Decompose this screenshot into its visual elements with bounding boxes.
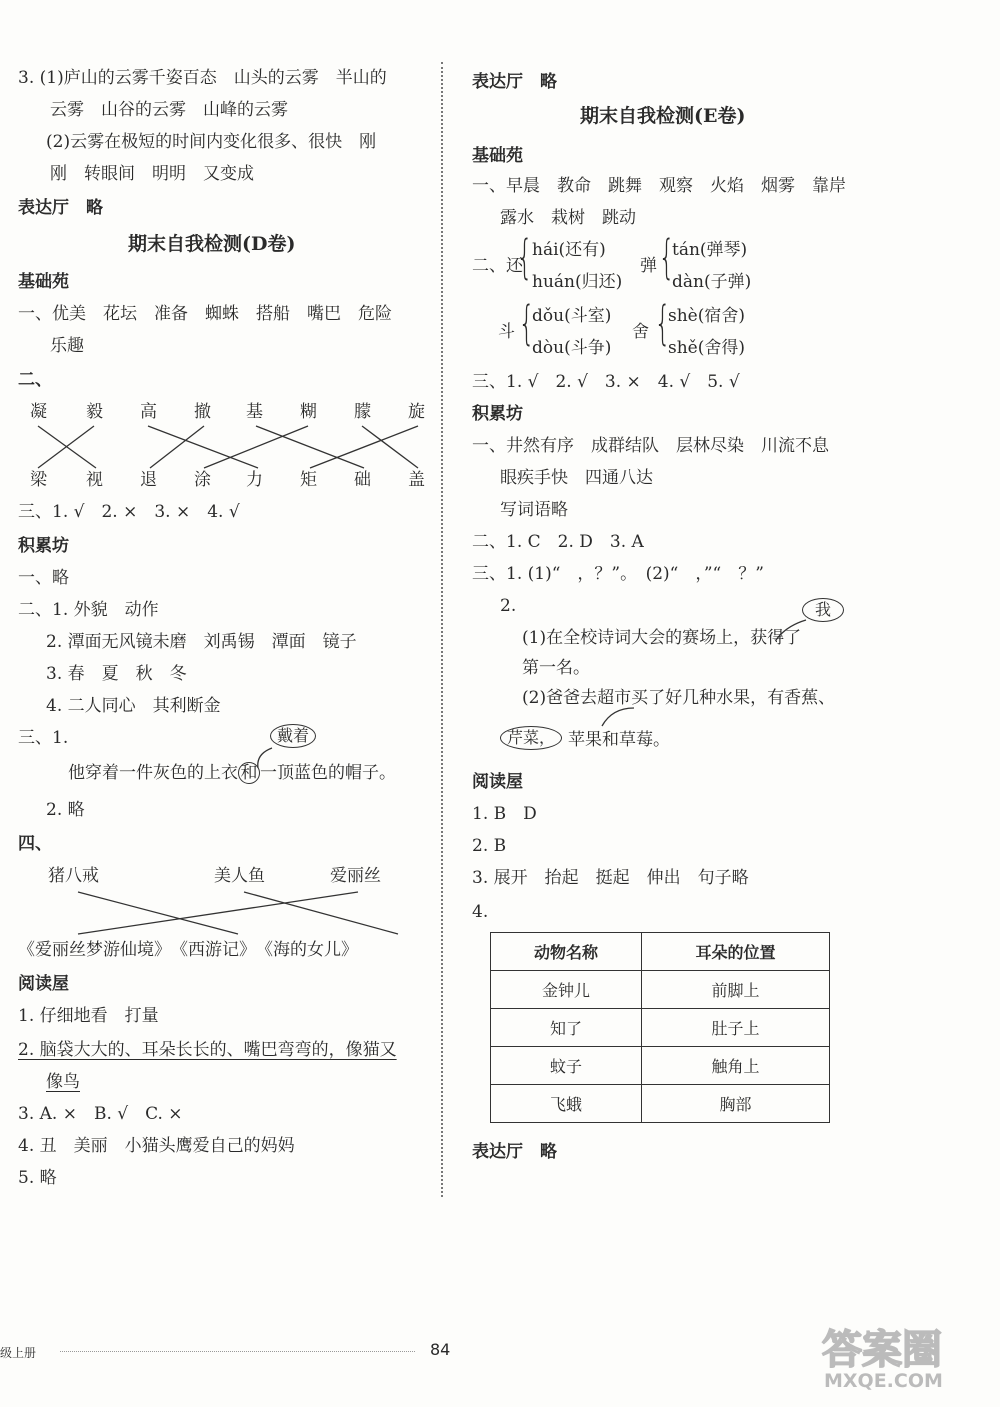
answer-line: 4. (472, 902, 489, 922)
table-cell: 前脚上 (641, 971, 829, 1009)
char: 退 (140, 470, 157, 490)
section-heading: 表达厅 略 (472, 72, 557, 92)
answer-line (522, 628, 801, 648)
answer-line: 苹果和草莓。 (568, 730, 670, 750)
table-header-cell: 耳朵的位置 (641, 933, 829, 971)
answer-line: 写词语略 (500, 500, 568, 520)
char: 矩 (300, 470, 317, 490)
polyphone-label: 二、还 (472, 256, 523, 276)
test-title-d: 期末自我检测(D卷) (128, 233, 296, 255)
section-heading: 积累坊 (472, 404, 523, 424)
section-heading: 表达厅 略 (472, 1142, 557, 1162)
answer-line: 2. 脑袋大大的、耳朵长长的、嘴巴弯弯的，像猫又 (18, 1040, 397, 1060)
table-row (491, 1009, 830, 1047)
pinyin: huán(归还) (532, 272, 623, 292)
char: 撤 (194, 402, 211, 422)
answer-line: 一、早晨 教命 跳舞 观察 火焰 烟雾 靠岸 (472, 176, 846, 196)
brace: { (516, 230, 533, 284)
answer-line: 乐趣 (50, 336, 84, 356)
answer-line: 一、优美 花坛 准备 蜘蛛 搭船 嘴巴 危险 (18, 304, 392, 324)
section-heading: 阅读屋 (472, 772, 523, 792)
answer-line: 1. 仔细地看 打量 (18, 1006, 159, 1026)
section-heading: 基础苑 (18, 272, 69, 292)
watermark-url: MXQE.COM (824, 1370, 943, 1392)
pinyin: dàn(子弹) (672, 272, 752, 292)
brace: { (658, 230, 675, 284)
section-heading: 积累坊 (18, 536, 69, 556)
char: 高 (140, 402, 157, 422)
pinyin: dòu(斗争) (532, 338, 612, 358)
page-number: 84 (430, 1340, 451, 1359)
char: 力 (246, 470, 263, 490)
character-name: 美人鱼 (214, 866, 265, 886)
char: 视 (86, 470, 103, 490)
character-name: 猪八戒 (48, 866, 99, 886)
answer-line: 3. A. × B. √ C. × (18, 1104, 183, 1124)
answer-line: 二、1. C 2. D 3. A (472, 532, 644, 552)
sentence-part: 他穿着一件灰色的上衣 (68, 763, 238, 783)
answer-line: 三、1. (1)“ ，？”。 (2)“ ，”“ ？” (472, 564, 764, 584)
table-header-cell: 动物名称 (491, 933, 642, 971)
correction-bubble: 芹菜， (500, 726, 562, 750)
table-row (491, 1085, 830, 1123)
char: 梁 (30, 470, 47, 490)
sentence-part: (1)在全校诗词大会的赛场上， (522, 628, 751, 648)
pinyin: shě(舍得) (668, 338, 745, 358)
answer-line: 露水 栽树 跳动 (500, 208, 636, 228)
pinyin: hái(还有) (532, 240, 606, 260)
ear-position-table (490, 932, 830, 1123)
answer-line: 三、1. √ 2. × 3. × 4. √ (18, 502, 240, 522)
answer-line: 3. (1)庐山的云雾千姿百态 山头的云雾 半山的 (18, 68, 387, 88)
answer-line: 二、1. 外貌 动作 (18, 600, 159, 620)
table-cell: 蚊子 (491, 1047, 642, 1085)
correction-bubble: 我 (802, 598, 844, 622)
answer-line: (2)爸爸去超市买了好几种水果，有香蕉、 (522, 688, 836, 708)
question-number: 二、 (18, 370, 52, 390)
answer-line: 5. 略 (18, 1168, 57, 1188)
answer-line: 像鸟 (46, 1072, 80, 1092)
polyphone-char: 斗 (498, 322, 515, 342)
char: 凝 (30, 402, 47, 422)
table-row (491, 971, 830, 1009)
answer-line: 云雾 山谷的云雾 山峰的云雾 (50, 100, 288, 120)
answer-line: 3. 展开 抬起 挺起 伸出 句子略 (472, 868, 749, 888)
answer-line: (2)云雾在极短的时间内变化很多、很快 刚 (46, 132, 377, 152)
matching-lines (18, 888, 438, 938)
polyphone-char: 弹 (640, 256, 657, 276)
watermark-text: 答案圈 (822, 1327, 942, 1373)
char: 毅 (86, 402, 103, 422)
answer-line: 2. 潭面无风镜未磨 刘禹锡 潭面 镜子 (46, 632, 357, 652)
question-number: 四、 (18, 834, 52, 854)
character-name: 爱丽丝 (330, 866, 381, 886)
char: 盖 (408, 470, 425, 490)
answer-line: 三、1. √ 2. √ 3. × 4. √ 5. √ (472, 372, 740, 392)
watermark-logo (822, 1318, 992, 1398)
answer-line: 一、井然有序 成群结队 层林尽染 川流不息 (472, 436, 829, 456)
char: 旋 (408, 402, 425, 422)
char: 朦 (354, 402, 371, 422)
test-title-e: 期末自我检测(E卷) (580, 105, 746, 127)
answer-line: 2. B (472, 836, 507, 856)
answer-line: 4. 丑 美丽 小猫头鹰爱自己的妈妈 (18, 1136, 295, 1156)
answer-line: 一、略 (18, 568, 69, 588)
char: 涂 (194, 470, 211, 490)
matching-lines (18, 422, 438, 472)
answer-line: 2. 略 (46, 800, 85, 820)
circled-char: 和 (238, 762, 260, 784)
correction-arrow (582, 704, 642, 730)
correction-bubble: 戴着 (270, 724, 316, 748)
brace: { (518, 296, 535, 350)
answer-line: 4. 二人同心 其利断金 (46, 696, 221, 716)
table-row (491, 1047, 830, 1085)
polyphone-char: 舍 (632, 322, 649, 342)
section-heading: 阅读屋 (18, 974, 69, 994)
answer-line: 1. B D (472, 804, 537, 824)
char: 基 (246, 402, 263, 422)
column-divider (441, 62, 443, 1197)
answer-line: 第一名。 (522, 658, 590, 678)
answer-line: 三、1. (18, 728, 69, 748)
answer-line: 2. (500, 596, 517, 616)
char: 础 (354, 470, 371, 490)
section-heading: 表达厅 略 (18, 198, 103, 218)
footer-book-label: 级上册 (0, 1346, 37, 1360)
pinyin: tán(弹琴) (672, 240, 748, 260)
book-titles: 《爱丽丝梦游仙境》 《西游记》 《海的女儿》 (18, 940, 358, 960)
sentence-part: 获得了 (750, 628, 802, 648)
table-cell: 触角上 (641, 1047, 829, 1085)
brace: { (654, 296, 671, 350)
answer-sentence (68, 762, 396, 784)
table-cell: 金钟儿 (491, 971, 642, 1009)
section-heading: 基础苑 (472, 146, 523, 166)
table-cell: 飞蛾 (491, 1085, 642, 1123)
table-cell: 胸部 (641, 1085, 829, 1123)
table-cell: 知了 (491, 1009, 642, 1047)
footer-rule (60, 1351, 415, 1352)
pinyin: shè(宿舍) (668, 306, 745, 326)
answer-line: 3. 春 夏 秋 冬 (46, 664, 187, 684)
answer-line: 眼疾手快 四通八达 (500, 468, 653, 488)
table-header-row (491, 933, 830, 971)
char: 糊 (300, 402, 317, 422)
pinyin: dǒu(斗室) (532, 306, 612, 326)
table-cell: 肚子上 (641, 1009, 829, 1047)
answer-line: 刚 转眼间 明明 又变成 (50, 164, 254, 184)
sentence-part: 一顶蓝色的帽子。 (260, 763, 396, 783)
